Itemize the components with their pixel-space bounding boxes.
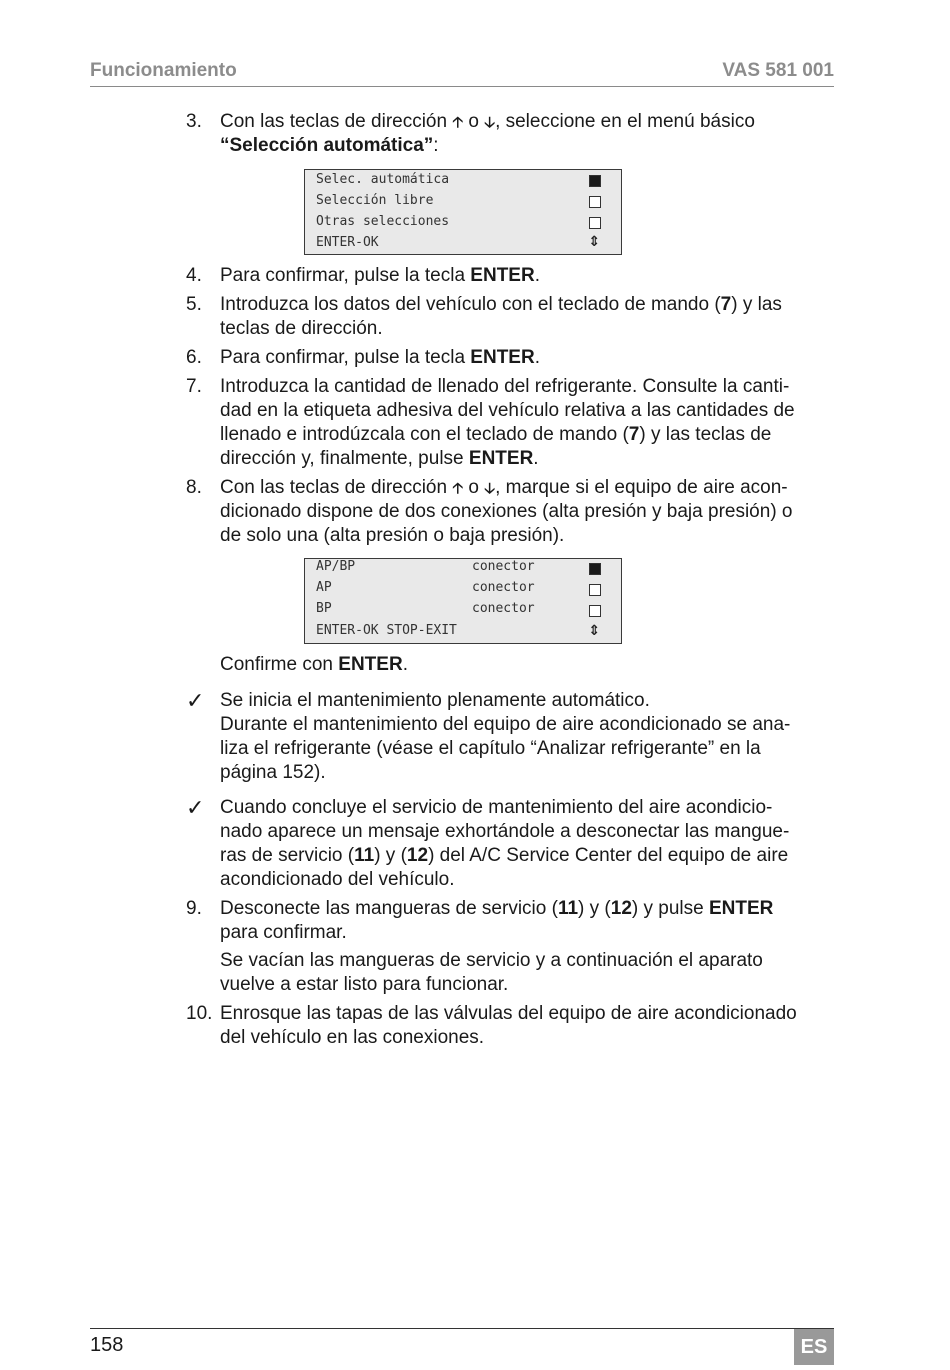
step-number: 7. — [186, 376, 202, 397]
footer-rule — [90, 1328, 834, 1329]
up-down-arrow-icon: ⇕ — [588, 623, 600, 639]
checkbox-empty-icon — [589, 217, 601, 229]
checkbox-empty-icon — [589, 605, 601, 617]
step-number: 9. — [186, 898, 202, 919]
lcd-row: BP conector — [316, 601, 535, 616]
checkbox-empty-icon — [589, 196, 601, 208]
step-5-line-1: Introduzca los datos del vehículo con el teclado de mando (7) y las — [220, 294, 782, 315]
arrow-up-icon: 🡡 — [452, 114, 464, 131]
step-8-line-3: de solo una (alta presión o baja presión). — [220, 525, 565, 546]
step-8-line-1: Con las teclas de dirección 🡡 o 🡣, marque si el equipo de aire acon- — [220, 477, 788, 498]
step-7-line-1: Introduzca la cantidad de llenado del refrigerante. Consulte la canti- — [220, 376, 790, 397]
page-number: 158 — [90, 1334, 124, 1356]
display-screen-menu — [304, 169, 622, 255]
lcd-row: AP/BP conector — [316, 559, 535, 574]
step-number: 6. — [186, 347, 202, 368]
step-10-line-1: Enrosque las tapas de las válvulas del equipo de aire acondicionado — [220, 1003, 797, 1024]
step-8-line-2: dicionado dispone de dos conexiones (alta presión y baja presión) o — [220, 501, 793, 522]
step-6-text: Para confirmar, pulse la tecla ENTER. — [220, 347, 540, 368]
lcd-row: Selec. automática — [316, 172, 450, 187]
page-header — [90, 58, 834, 87]
result-1-line-2: Durante el mantenimiento del equipo de aire acondicionado se ana- — [220, 714, 791, 735]
lcd-row: Selección libre — [316, 193, 434, 208]
step-9-line-2: para confirmar. — [220, 922, 347, 943]
checkmark-icon: ✓ — [186, 688, 205, 713]
lcd-row: AP conector — [316, 580, 535, 595]
document-code: VAS 581 001 — [722, 60, 834, 81]
step-number: 8. — [186, 477, 202, 498]
result-2-line-1: Cuando concluye el servicio de mantenimiento del aire acondicio- — [220, 797, 773, 818]
step-9-line-1: Desconecte las mangueras de servicio (11) y (12) y pulse ENTER — [220, 898, 774, 919]
step-3-line-2: “Selección automática”: — [220, 135, 439, 156]
step-9-line-3: Se vacían las mangueras de servicio y a continuación el aparato — [220, 950, 763, 971]
step-number: 5. — [186, 294, 202, 315]
arrow-up-icon: 🡡 — [452, 480, 464, 497]
result-1-line-1: Se inicia el mantenimiento plenamente automático. — [220, 690, 650, 711]
lcd-row: ENTER-OK — [316, 235, 379, 250]
result-2-line-4: acondicionado del vehículo. — [220, 869, 455, 890]
confirm-text: Confirme con ENTER. — [220, 654, 408, 675]
up-down-arrow-icon: ⇕ — [588, 234, 600, 250]
arrow-down-icon: 🡣 — [484, 480, 496, 497]
step-number: 3. — [186, 111, 202, 132]
step-7-line-3: llenado e introdúzcala con el teclado de mando (7) y las teclas de — [220, 424, 772, 445]
step-number: 4. — [186, 265, 202, 286]
result-2-line-2: nado aparece un mensaje exhortándole a desconectar las mangue- — [220, 821, 790, 842]
checkbox-selected-icon — [589, 175, 601, 187]
step-number: 10. — [186, 1003, 213, 1024]
checkbox-selected-icon — [589, 563, 601, 575]
step-7-line-4: dirección y, finalmente, pulse ENTER. — [220, 448, 539, 469]
result-1-line-3: liza el refrigerante (véase el capítulo “Analizar refrigerante” en la — [220, 738, 761, 759]
arrow-down-icon: 🡣 — [484, 114, 496, 131]
checkbox-empty-icon — [589, 584, 601, 596]
step-10-line-2: del vehículo en las conexiones. — [220, 1027, 485, 1048]
result-2-line-3: ras de servicio (11) y (12) del A/C Service Center del equipo de aire — [220, 845, 789, 866]
step-7-line-2: dad en la etiqueta adhesiva del vehículo relativa a las cantidades de — [220, 400, 795, 421]
language-badge: ES — [794, 1329, 834, 1365]
checkmark-icon: ✓ — [186, 795, 205, 820]
result-1-line-4: página 152). — [220, 762, 326, 783]
display-screen-connector — [304, 558, 622, 644]
step-9-line-4: vuelve a estar listo para funcionar. — [220, 974, 509, 995]
section-title: Funcionamiento — [90, 60, 237, 81]
step-5-line-2: teclas de dirección. — [220, 318, 383, 339]
step-3-line-1: Con las teclas de dirección 🡡 o 🡣, seleccione en el menú básico — [220, 111, 755, 132]
lcd-row: Otras selecciones — [316, 214, 450, 229]
step-4-text: Para confirmar, pulse la tecla ENTER. — [220, 265, 540, 286]
lcd-row: ENTER-OK STOP-EXIT — [316, 623, 457, 638]
